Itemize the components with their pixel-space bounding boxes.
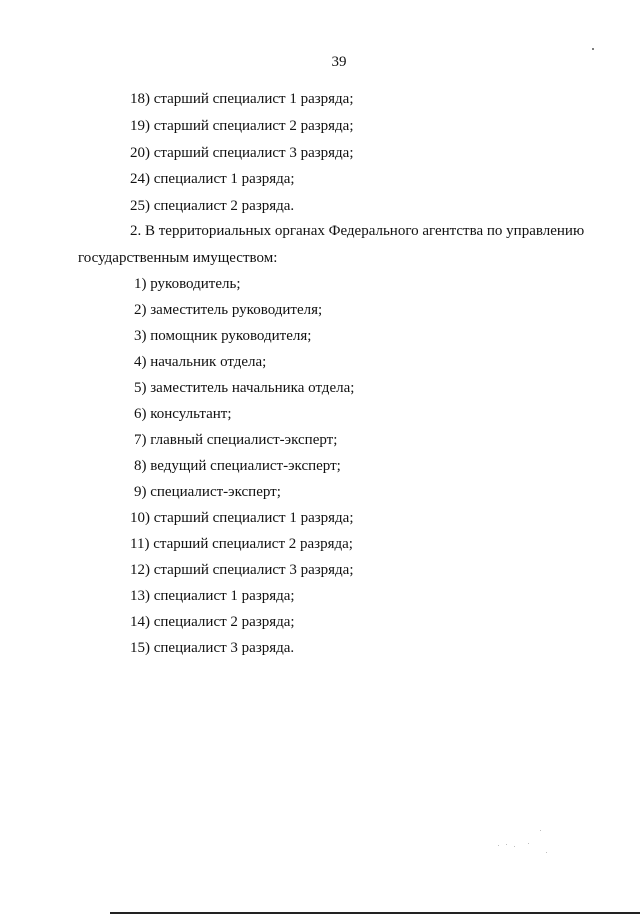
section-2-heading-continuation: государственным имуществом: <box>78 250 278 266</box>
list-item: 3) помощник руководителя; <box>134 328 312 344</box>
list-item: 10) старший специалист 1 разряда; <box>130 510 354 526</box>
list-item: 9) специалист-эксперт; <box>134 484 281 500</box>
list-item: 1) руководитель; <box>134 276 241 292</box>
list-item: 4) начальник отдела; <box>134 354 267 370</box>
list-item: 7) главный специалист-эксперт; <box>134 432 338 448</box>
section-2-heading: 2. В территориальных органах Федерального агентства по управлению <box>130 223 585 239</box>
list-item: 24) специалист 1 разряда; <box>130 171 295 187</box>
bottom-scan-edge <box>110 912 640 914</box>
scan-speck <box>506 844 507 845</box>
list-item: 8) ведущий специалист-эксперт; <box>134 458 341 474</box>
list-item: 11) старший специалист 2 разряда; <box>130 536 353 552</box>
page-number: 39 <box>331 54 347 70</box>
list-item: 2) заместитель руководителя; <box>134 302 323 318</box>
list-item: 12) старший специалист 3 разряда; <box>130 562 354 578</box>
list-item: 6) консультант; <box>134 406 232 422</box>
list-item: 13) специалист 1 разряда; <box>130 588 295 604</box>
list-item: 14) специалист 2 разряда; <box>130 614 295 630</box>
scan-speck <box>546 852 547 853</box>
list-item: 18) старший специалист 1 разряда; <box>130 91 354 107</box>
list-item: 20) старший специалист 3 разряда; <box>130 145 354 161</box>
list-item: 15) специалист 3 разряда. <box>130 640 295 656</box>
scan-speck <box>498 845 499 846</box>
scan-speck <box>528 843 529 844</box>
list-item: 5) заместитель начальника отдела; <box>134 380 355 396</box>
scan-speck <box>514 846 515 847</box>
list-item: 19) старший специалист 2 разряда; <box>130 118 354 134</box>
scan-speck <box>592 48 594 50</box>
list-item: 25) специалист 2 разряда. <box>130 198 295 214</box>
scan-speck <box>540 830 541 831</box>
